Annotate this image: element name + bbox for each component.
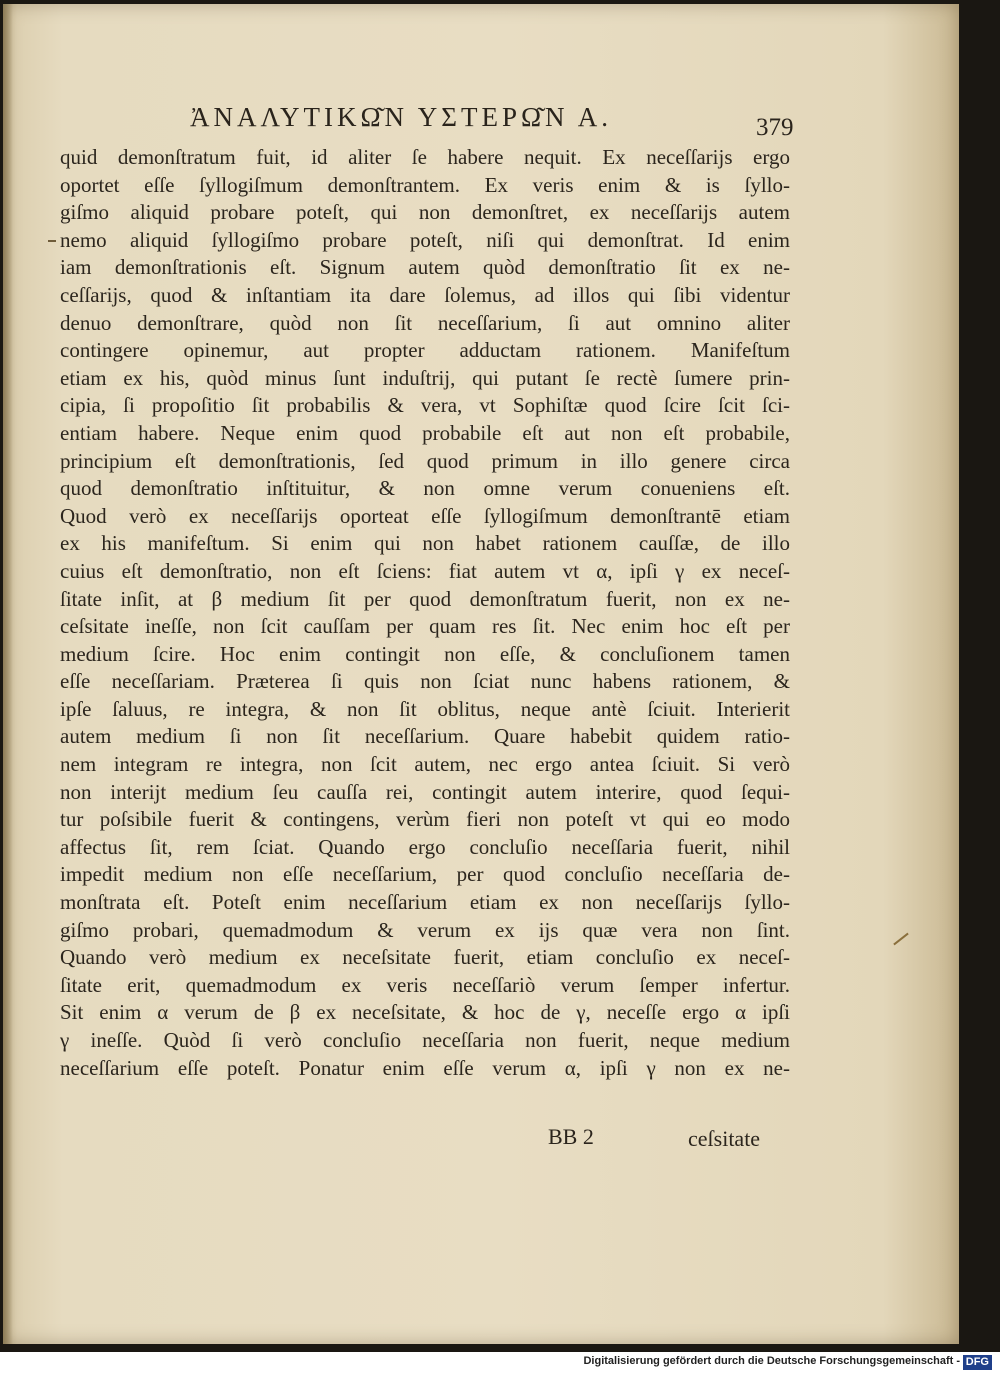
text-line: giſmo aliquid probare poteſt, qui non demonſtret, ex neceſſarijs autem [60, 200, 790, 225]
catchword: ceſsitate [688, 1126, 761, 1151]
page-gutter-shadow [3, 4, 13, 1344]
text-line: tur poſsibile fuerit & contingens, verùm fieri non poteſt vt qui eo modo [60, 807, 790, 832]
text-line: γ ineſſe. Quòd ſi verò concluſio neceſſaria non fuerit, neque medium [60, 1028, 790, 1052]
page-number: 379 [756, 114, 794, 141]
text-line: monſtrata eſt. Poteſt enim neceſſarium etiam ex non neceſſarijs ſyllo- [60, 890, 790, 915]
text-line: oportet eſſe ſyllogiſmum demonſtrantem. Ex veris enim & is ſyllo- [60, 172, 790, 197]
text-line: Quod verò ex neceſſarijs oporteat eſſe ſyllogiſmum demonſtrantē etiam [60, 503, 790, 528]
text-line: giſmo probari, quemadmodum & verum ex ijs quæ vera non ſint. [60, 917, 790, 942]
text-line: cuius eſt demonſtratio, non eſt ſciens: fiat autem vt α, ipſi γ ex neceſ- [60, 558, 790, 583]
text-line: ſitate erit, quemadmodum ex veris neceſſariò verum ſemper infertur. [60, 972, 790, 997]
funding-credit: Digitalisierung gefördert durch die Deutsche Forschungsgemeinschaft - [583, 1355, 960, 1367]
text-line: etiam ex his, quòd minus ſunt induſtrij, qui putant ſe rectè ſumere prin- [60, 365, 790, 390]
text-line: quod demonſtratio inſtituitur, & non omne verum conueniens eſt. [60, 476, 790, 501]
text-line: quid demonſtratum fuit, id aliter ſe habere nequit. Ex neceſſarijs ergo [60, 145, 790, 169]
text-line: ex his manifeſtum. Si enim qui non habet rationem cauſſæ, de illo [60, 531, 790, 556]
text-line: neceſſarium eſſe poteſt. Ponatur enim eſſe verum α, ipſi γ non ex ne- [60, 1055, 790, 1080]
dfg-logo: DFG [963, 1355, 992, 1370]
text-line: nem integram re integra, non ſcit autem, nec ergo antea ſciuit. Si verò [60, 752, 790, 777]
text-line: eſſe neceſſariam. Præterea ſi quis non ſciat nunc habens rationem, & [60, 669, 790, 694]
text-line: ceſſarijs, quod & inſtantiam ita dare ſolemus, ad illos qui ſibi videntur [60, 282, 790, 307]
text-line: medium ſcire. Hoc enim contingit non eſſe, & concluſionem tamen [60, 641, 790, 666]
text-line: non interijt medium ſeu cauſſa rei, contingit autem interire, quod ſequi- [60, 779, 790, 804]
text-line: ſitate inſit, at β medium ſit per quod demonſtratum fuerit, non ex ne- [60, 586, 790, 611]
margin-mark-left [48, 240, 56, 242]
text-line: iam demonſtrationis eſt. Signum autem quòd demonſtratio ſit ex ne- [60, 255, 790, 280]
signature-mark: BB 2 [548, 1124, 594, 1149]
text-line: nemo aliquid ſyllogiſmo probare poteſt, niſi qui demonſtrat. Id enim [60, 227, 790, 252]
text-line: ipſe ſaluus, re integra, & non ſit oblitus, neque antè ſciuit. Interierit [60, 696, 790, 721]
text-line: cipia, ſi propoſitio ſit probabilis & vera, vt Sophiſtæ quod ſcire ſcit ſci- [60, 393, 790, 418]
text-line: affectus ſit, rem ſciat. Quando ergo concluſio neceſſaria fuerit, nihil [60, 834, 790, 859]
text-line: Quando verò medium ex neceſsitate fuerit, etiam concluſio ex neceſ- [60, 945, 790, 970]
text-line: contingere opinemur, aut propter adductam rationem. Manifeſtum [60, 338, 790, 363]
text-line: autem medium ſi non ſit neceſſarium. Quare habebit quidem ratio- [60, 724, 790, 749]
text-line: impedit medium non eſſe neceſſarium, per quod concluſio neceſſaria de- [60, 862, 790, 887]
running-head: ἈΝΑΛΥΤΙΚΩ͂Ν ΥΣΤΕΡΩ͂Ν Α. [190, 102, 613, 132]
body-text [60, 144, 790, 1082]
text-line: Sit enim α verum de β ex neceſsitate, & hoc de γ, neceſſe ergo α ipſi [60, 1000, 790, 1025]
text-line: ceſsitate ineſſe, non ſcit cauſſam per quam res ſit. Nec enim hoc eſt per [60, 614, 790, 639]
text-line: entiam habere. Neque enim quod probabile eſt aut non eſt probabile, [60, 420, 790, 445]
text-line: principium eſt demonſtrationis, ſed quod primum in illo genere circa [60, 448, 790, 473]
text-line: denuo demonſtrare, quòd non ſit neceſſarium, ſi aut omnino aliter [60, 310, 790, 335]
